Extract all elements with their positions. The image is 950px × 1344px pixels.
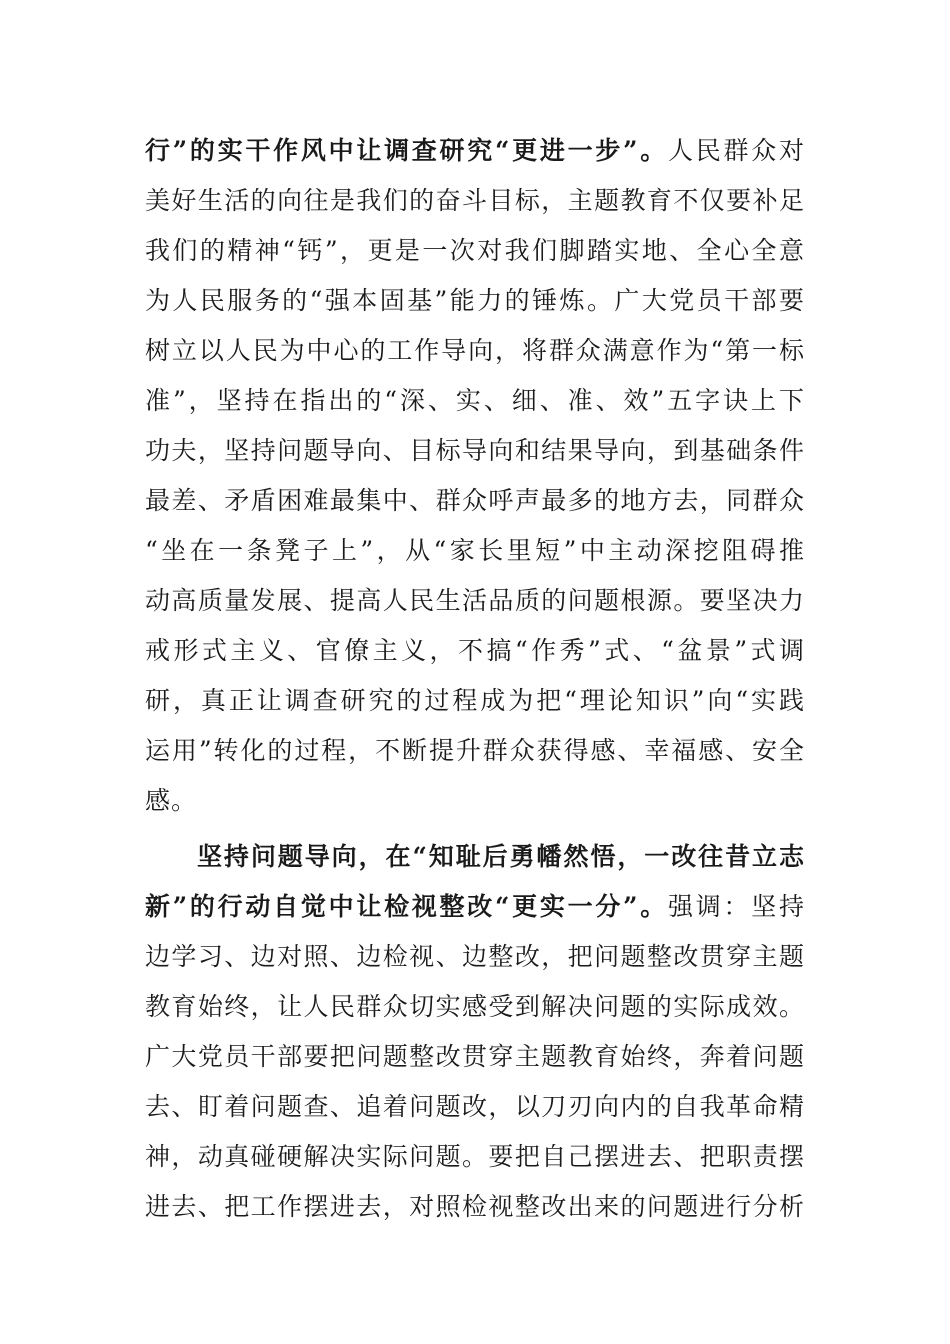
text-line bbox=[145, 932, 805, 982]
body-text: 动高质量发展、提高人民生活品质的问题根源。要坚决力 bbox=[145, 586, 805, 615]
body-text: 人民群众对 bbox=[668, 136, 805, 165]
text-line bbox=[145, 832, 805, 882]
text-line bbox=[145, 126, 805, 176]
body-text: 强调：坚持 bbox=[668, 892, 805, 921]
body-text: 研，真正让调查研究的过程成为把“理论知识”向“实践 bbox=[145, 686, 805, 715]
text-line bbox=[145, 882, 805, 932]
body-text: 戒形式主义、官僚主义，不搞“作秀”式、“盆景”式调 bbox=[145, 636, 805, 665]
document-body bbox=[145, 126, 805, 1232]
bold-heading-text: 坚持问题导向，在“知耻后勇幡然悟，一改往昔立志 bbox=[197, 842, 805, 871]
text-line bbox=[145, 576, 805, 626]
body-text: 功夫，坚持问题导向、目标导向和结果导向，到基础条件 bbox=[145, 436, 805, 465]
text-line bbox=[145, 326, 805, 376]
text-line bbox=[145, 1082, 805, 1132]
body-text: 感。 bbox=[145, 786, 198, 815]
text-line bbox=[145, 726, 805, 776]
body-text: “坐在一条凳子上”，从“家长里短”中主动深挖阻碍推 bbox=[145, 536, 805, 565]
body-text: 准”，坚持在指出的“深、实、细、准、效”五字诀上下 bbox=[145, 386, 805, 415]
body-text: 去、盯着问题查、追着问题改，以刀刃向内的自我革命精 bbox=[145, 1092, 805, 1121]
body-text: 我们的精神“钙”，更是一次对我们脚踏实地、全心全意 bbox=[145, 236, 805, 265]
text-line bbox=[145, 276, 805, 326]
text-line bbox=[145, 676, 805, 726]
bold-heading-text: 行”的实干作风中让调查研究“更进一步”。 bbox=[145, 136, 668, 165]
body-text: 神，动真碰硬解决实际问题。要把自己摆进去、把职责摆 bbox=[145, 1142, 805, 1171]
text-line bbox=[145, 176, 805, 226]
text-line bbox=[145, 526, 805, 576]
body-text: 为人民服务的“强本固基”能力的锤炼。广大党员干部要 bbox=[145, 286, 805, 315]
text-line bbox=[145, 776, 805, 826]
text-line bbox=[145, 226, 805, 276]
body-text: 进去、把工作摆进去，对照检视整改出来的问题进行分析 bbox=[145, 1192, 805, 1221]
paragraph-investigation-research bbox=[145, 126, 805, 826]
text-line bbox=[145, 982, 805, 1032]
text-line bbox=[145, 476, 805, 526]
body-text: 美好生活的向往是我们的奋斗目标，主题教育不仅要补足 bbox=[145, 186, 805, 215]
text-line bbox=[145, 426, 805, 476]
text-line bbox=[145, 1182, 805, 1232]
body-text: 树立以人民为中心的工作导向，将群众满意作为“第一标 bbox=[145, 336, 805, 365]
text-line bbox=[145, 626, 805, 676]
body-text: 最差、矛盾困难最集中、群众呼声最多的地方去，同群众 bbox=[145, 486, 805, 515]
text-line bbox=[145, 1032, 805, 1082]
body-text: 运用”转化的过程，不断提升群众获得感、幸福感、安全 bbox=[145, 736, 805, 765]
text-line bbox=[145, 376, 805, 426]
bold-heading-text: 新”的行动自觉中让检视整改“更实一分”。 bbox=[145, 892, 668, 921]
paragraph-problem-rectification bbox=[145, 832, 805, 1232]
text-line bbox=[145, 1132, 805, 1182]
body-text: 边学习、边对照、边检视、边整改，把问题整改贯穿主题 bbox=[145, 942, 805, 971]
body-text: 广大党员干部要把问题整改贯穿主题教育始终，奔着问题 bbox=[145, 1042, 805, 1071]
body-text: 教育始终，让人民群众切实感受到解决问题的实际成效。 bbox=[145, 992, 805, 1021]
